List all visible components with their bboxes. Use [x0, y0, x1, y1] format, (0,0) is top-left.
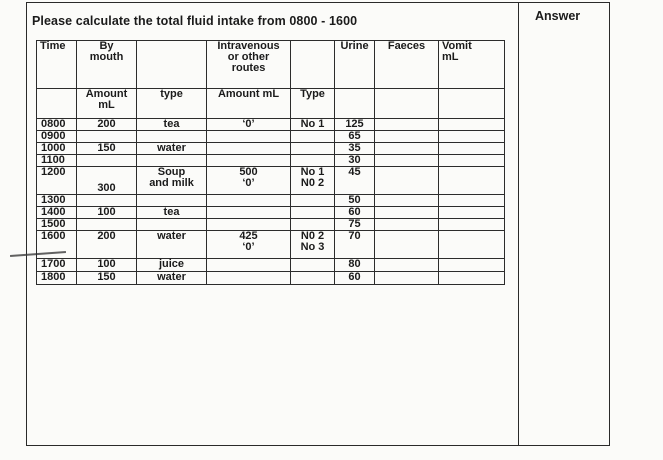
header-amount-ml: Amount mL — [77, 89, 137, 119]
amount-cell — [77, 219, 137, 231]
urine-cell: 60 — [335, 272, 375, 285]
vomit-cell — [439, 195, 505, 207]
urine-cell: 35 — [335, 143, 375, 155]
iv-amount-cell — [207, 259, 291, 272]
urine-cell: 30 — [335, 155, 375, 167]
iv-type-cell: N0 2 No 3 — [291, 231, 335, 259]
header-vomit: Vomit mL — [439, 41, 505, 89]
iv-type-cell — [291, 155, 335, 167]
fluid-balance-chart — [36, 40, 505, 285]
time-cell: 1700 — [37, 259, 77, 272]
header-iv-type: Type — [291, 89, 335, 119]
faeces-cell — [375, 167, 439, 195]
type-cell: tea — [137, 207, 207, 219]
vomit-cell — [439, 143, 505, 155]
header-sub-faeces — [375, 89, 439, 119]
table-row — [37, 167, 505, 195]
urine-cell: 75 — [335, 219, 375, 231]
header-urine: Urine — [335, 41, 375, 89]
iv-amount-cell — [207, 219, 291, 231]
urine-cell: 80 — [335, 259, 375, 272]
amount-cell: 300 — [77, 167, 137, 195]
time-cell: 1500 — [37, 219, 77, 231]
question-text: Please calculate the total fluid intake from 0800 - 1600 — [32, 14, 358, 28]
table-row — [37, 207, 505, 219]
urine-cell: 50 — [335, 195, 375, 207]
time-cell: 1100 — [37, 155, 77, 167]
header-iv-amount: Amount mL — [207, 89, 291, 119]
table-row — [37, 272, 505, 285]
urine-cell: 60 — [335, 207, 375, 219]
type-cell — [137, 155, 207, 167]
iv-type-cell — [291, 259, 335, 272]
vomit-cell — [439, 167, 505, 195]
iv-amount-cell — [207, 155, 291, 167]
table-row — [37, 231, 505, 259]
faeces-cell — [375, 195, 439, 207]
table-row — [37, 219, 505, 231]
faeces-cell — [375, 119, 439, 131]
iv-amount-cell: 500 ‘0’ — [207, 167, 291, 195]
vomit-cell — [439, 119, 505, 131]
table-row — [37, 119, 505, 131]
iv-type-cell — [291, 207, 335, 219]
amount-cell — [77, 195, 137, 207]
table-row — [37, 195, 505, 207]
faeces-cell — [375, 155, 439, 167]
iv-amount-cell — [207, 272, 291, 285]
type-cell: water — [137, 231, 207, 259]
iv-amount-cell — [207, 143, 291, 155]
table-row — [37, 143, 505, 155]
vomit-cell — [439, 219, 505, 231]
header-time: Time — [37, 41, 77, 89]
type-cell — [137, 195, 207, 207]
iv-type-cell — [291, 219, 335, 231]
faeces-cell — [375, 131, 439, 143]
iv-amount-cell: ‘0’ — [207, 119, 291, 131]
urine-cell: 125 — [335, 119, 375, 131]
answer-label: Answer — [535, 9, 581, 23]
time-cell: 1200 — [37, 167, 77, 195]
vomit-cell — [439, 131, 505, 143]
iv-amount-cell — [207, 131, 291, 143]
header-row-sub — [37, 89, 505, 119]
faeces-cell — [375, 272, 439, 285]
amount-cell: 200 — [77, 119, 137, 131]
header-row-top — [37, 41, 505, 89]
vomit-cell — [439, 207, 505, 219]
type-cell: water — [137, 272, 207, 285]
faeces-cell — [375, 259, 439, 272]
time-cell: 0800 — [37, 119, 77, 131]
amount-cell: 150 — [77, 143, 137, 155]
time-cell: 0900 — [37, 131, 77, 143]
faeces-cell — [375, 231, 439, 259]
header-sub-urine — [335, 89, 375, 119]
header-sub-vomit — [439, 89, 505, 119]
amount-cell: 100 — [77, 207, 137, 219]
table-row — [37, 155, 505, 167]
iv-type-cell — [291, 131, 335, 143]
iv-type-cell — [291, 195, 335, 207]
type-cell — [137, 219, 207, 231]
header-intravenous: Intravenous or other routes — [207, 41, 291, 89]
faeces-cell — [375, 219, 439, 231]
amount-cell — [77, 155, 137, 167]
header-blank-iv-type — [291, 41, 335, 89]
header-blank-type — [137, 41, 207, 89]
iv-type-cell — [291, 143, 335, 155]
iv-amount-cell — [207, 195, 291, 207]
time-cell: 1600 — [37, 231, 77, 259]
amount-cell — [77, 131, 137, 143]
amount-cell: 150 — [77, 272, 137, 285]
time-cell: 1000 — [37, 143, 77, 155]
iv-type-cell: No 1 — [291, 119, 335, 131]
urine-cell: 70 — [335, 231, 375, 259]
urine-cell: 45 — [335, 167, 375, 195]
time-cell: 1300 — [37, 195, 77, 207]
time-cell: 1800 — [37, 272, 77, 285]
vomit-cell — [439, 231, 505, 259]
iv-amount-cell — [207, 207, 291, 219]
amount-cell: 200 — [77, 231, 137, 259]
table-row — [37, 259, 505, 272]
type-cell: Soup and milk — [137, 167, 207, 195]
type-cell: tea — [137, 119, 207, 131]
iv-type-cell: No 1 N0 2 — [291, 167, 335, 195]
vomit-cell — [439, 272, 505, 285]
header-type: type — [137, 89, 207, 119]
table-row — [37, 131, 505, 143]
header-by-mouth: By mouth — [77, 41, 137, 89]
faeces-cell — [375, 207, 439, 219]
amount-cell: 100 — [77, 259, 137, 272]
faeces-cell — [375, 143, 439, 155]
type-cell: water — [137, 143, 207, 155]
answer-column-divider — [518, 2, 519, 446]
vomit-cell — [439, 259, 505, 272]
type-cell: juice — [137, 259, 207, 272]
header-faeces: Faeces — [375, 41, 439, 89]
time-cell: 1400 — [37, 207, 77, 219]
urine-cell: 65 — [335, 131, 375, 143]
type-cell — [137, 131, 207, 143]
header-sub-time — [37, 89, 77, 119]
vomit-cell — [439, 155, 505, 167]
iv-type-cell — [291, 272, 335, 285]
iv-amount-cell: 425 ‘0’ — [207, 231, 291, 259]
